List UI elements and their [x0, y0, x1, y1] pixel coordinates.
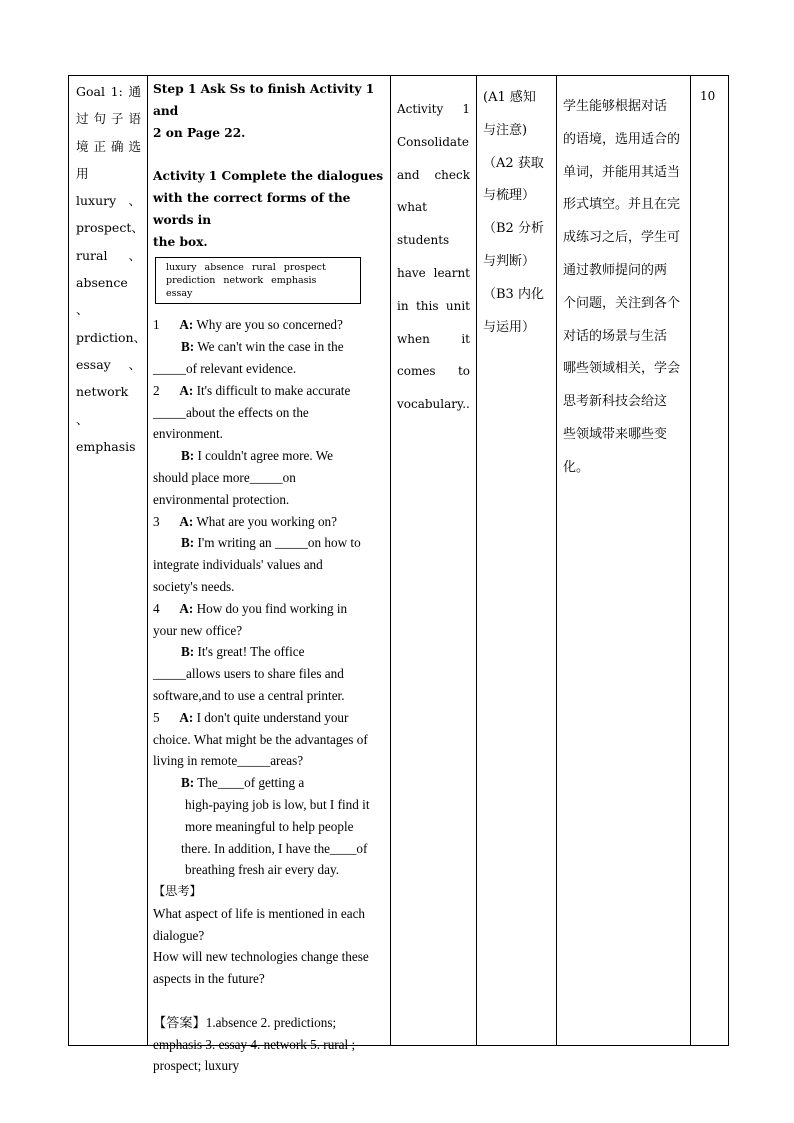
item-number: 1: [153, 317, 160, 333]
speaker-a-label: A:: [179, 382, 194, 398]
level-line: （A2 获取: [483, 155, 544, 171]
purpose-line: 化。: [563, 459, 590, 475]
goal-cell: [69, 76, 147, 460]
dialogue-line: living in remote_____areas?: [153, 753, 304, 769]
speaker-a-label: A:: [179, 317, 194, 333]
activity-line: comes to: [397, 364, 470, 379]
activity-line: in this unit: [397, 298, 470, 313]
activity-line: Consolidate: [397, 134, 469, 149]
think-label: 【思考】: [153, 884, 202, 899]
activity-line: students: [397, 233, 450, 248]
purpose-line: 形式填空。并且在完: [563, 197, 681, 213]
level-line: (A1 感知: [483, 90, 536, 105]
dialogue-line: What are you working on?: [196, 513, 337, 529]
speaker-b-label: B:: [181, 448, 195, 464]
level-line: 与运用）: [483, 319, 536, 335]
goal-line: emphasis: [76, 438, 136, 454]
word-box-item: network: [223, 275, 264, 287]
dialogue-line: _____allows users to share files and: [153, 666, 344, 682]
think-question: dialogue?: [153, 927, 205, 943]
goal-line: 境正确选: [76, 138, 141, 154]
purpose-line: 哪些领域相关，学会: [563, 361, 681, 377]
purpose-cell: [556, 76, 690, 485]
level-line: （B2 分析: [483, 221, 544, 237]
speaker-b-label: B:: [181, 339, 195, 355]
purpose-line: 些领域带来哪些变: [563, 426, 668, 442]
dialogue-line: The____of getting a: [197, 775, 305, 791]
purpose-line: 思考新科技会给这: [563, 394, 668, 410]
lesson-plan-table: [68, 75, 729, 1074]
activity-content-cell: [147, 76, 390, 1077]
purpose-line: 学生能够根据对话: [563, 99, 668, 114]
dialogue-line: your new office?: [153, 622, 243, 638]
time-minutes: 10: [700, 89, 716, 103]
word-box-item: emphasis: [271, 275, 317, 287]
dialogue-1: [153, 314, 386, 379]
dialogue-2: [153, 380, 386, 511]
purpose-line: 通过教师提问的两: [563, 262, 668, 278]
answer-line: emphasis 3. essay 4. network 5. rural ;: [153, 1036, 356, 1052]
dialogue-line: more meaningful to help people: [185, 818, 354, 834]
purpose-line: 的语境，选用适合的: [563, 131, 681, 147]
dialogue-line: integrate individuals' values and: [153, 557, 323, 573]
dialogue-5: [153, 707, 386, 881]
level-line: 与梳理）: [483, 188, 536, 204]
answer-line: prospect; luxury: [153, 1058, 240, 1074]
dialogue-line: environment.: [153, 426, 223, 442]
speaker-b-label: B:: [181, 644, 195, 660]
time-cell: [690, 76, 730, 107]
activity-line: have learnt: [397, 265, 470, 280]
item-number: 4: [153, 600, 160, 616]
purpose-line: 成练习之后，学生可: [563, 230, 681, 246]
think-question: How will new technologies change these: [153, 949, 369, 965]
level-line: （B3 内化: [483, 286, 544, 302]
dialogue-line: Why are you so concerned?: [196, 317, 343, 333]
activity-line: when it: [397, 331, 470, 346]
speaker-b-label: B:: [181, 775, 195, 791]
activity-title: the box.: [153, 234, 208, 249]
dialogue-line: breathing fresh air every day.: [185, 862, 340, 878]
dialogue-line: high-paying job is low, but I find it: [185, 796, 370, 812]
dialogue-line: there. In addition, I have the____of: [181, 840, 368, 856]
dialogue-3: [153, 511, 386, 598]
goal-line: 用luxury、: [76, 165, 141, 209]
activity-description-cell: [390, 76, 476, 421]
dialogue-4: [153, 598, 386, 707]
dialogue-line: should place more_____on: [153, 469, 296, 485]
speaker-b-label: B:: [181, 535, 195, 551]
word-box-item: prospect: [283, 262, 326, 274]
think-question: aspects in the future?: [153, 971, 265, 987]
word-box-item: luxury: [166, 262, 197, 274]
word-box-item: absence: [204, 262, 244, 274]
dialogue-line: society's needs.: [153, 578, 235, 594]
answer-line: 【答案】1.absence 2. predictions;: [153, 1014, 337, 1030]
goal-line: 过句子语: [76, 111, 141, 127]
dialogue-line: It's great! The office: [197, 644, 305, 660]
goal-line: rural 、: [76, 247, 141, 263]
item-number: 5: [153, 709, 160, 725]
activity-title: with the correct forms of the words in: [153, 190, 351, 227]
goal-line: network 、: [76, 384, 129, 427]
purpose-line: 对话的场景与生活: [563, 328, 668, 344]
word-box-item: rural: [251, 262, 276, 274]
word-box-item: prediction: [166, 275, 216, 287]
level-line: 与注意): [483, 122, 528, 138]
activity-line: what: [397, 200, 427, 215]
activity-line: Activity 1: [397, 102, 470, 116]
dialogue-line: _____about the effects on the: [153, 404, 309, 420]
dialogue-line: I couldn't agree more. We: [197, 448, 333, 464]
speaker-a-label: A:: [179, 709, 194, 725]
step-title: Step 1 Ask Ss to finish Activity 1 and: [153, 82, 375, 118]
item-number: 2: [153, 382, 160, 398]
speaker-a-label: A:: [179, 513, 194, 529]
word-box: [155, 257, 361, 304]
dialogue-line: choice. What might be the advantages of: [153, 731, 368, 747]
dialogue-line: I'm writing an _____on how to: [197, 535, 361, 551]
purpose-line: 个问题，关注到各个: [563, 295, 681, 311]
dialogue-line: I don't quite understand your: [196, 709, 349, 725]
goal-line: absence 、: [76, 275, 128, 318]
activity-line: and check: [397, 167, 470, 182]
dialogue-line: software,and to use a central printer.: [153, 687, 345, 703]
level-line: 与判断）: [483, 253, 536, 269]
goal-line: essay 、: [76, 356, 141, 372]
purpose-line: 单词，并能用其适当: [563, 164, 681, 180]
dialogue-line: It's difficult to make accurate: [196, 382, 351, 398]
dialogue-line: environmental protection.: [153, 491, 290, 507]
goal-line: prdiction、: [76, 329, 147, 345]
activity-line: vocabulary..: [397, 397, 470, 412]
speaker-a-label: A:: [179, 600, 194, 616]
goal-line: Goal 1: 通: [76, 84, 141, 99]
dialogue-line: How do you find working in: [196, 600, 348, 616]
level-cell: [476, 76, 556, 344]
column-divider: [690, 76, 691, 1045]
activity-title: Activity 1 Complete the dialogues: [153, 169, 384, 184]
dialogue-line: _____of relevant evidence.: [153, 360, 297, 376]
dialogue-line: We can't win the case in the: [197, 339, 344, 355]
item-number: 3: [153, 513, 160, 529]
goal-line: prospect、: [76, 220, 144, 236]
think-question: What aspect of life is mentioned in each: [153, 905, 366, 921]
step-title: 2 on Page 22.: [153, 125, 246, 140]
word-box-item: essay: [166, 288, 193, 300]
